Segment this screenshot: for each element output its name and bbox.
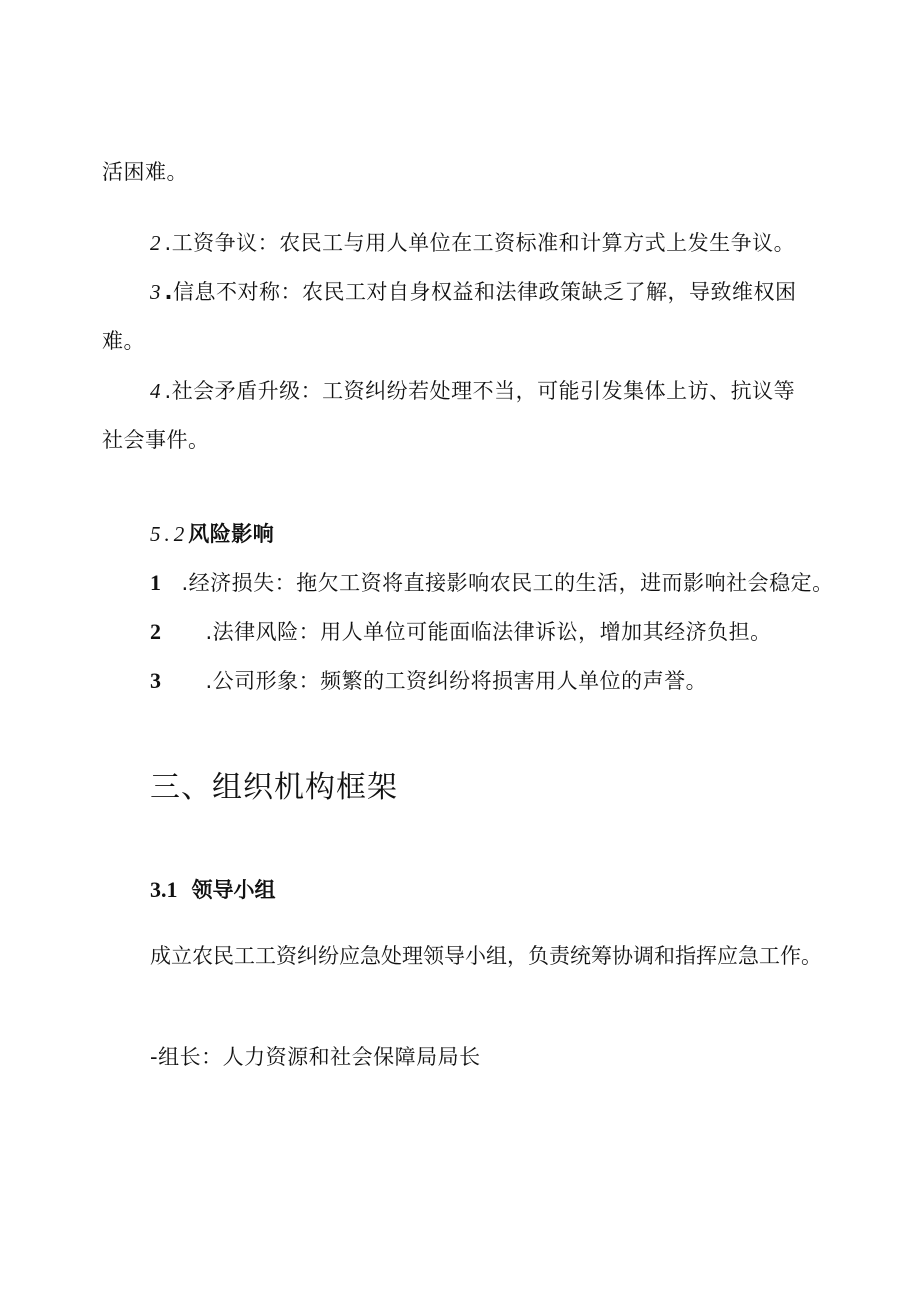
list-text: 信息不对称：农民工对自身权益和法律政策缺乏了解，导致维权困 [172,280,797,304]
list-dot: . [164,379,172,403]
subsection-title: 风险影响 [188,522,275,546]
list-text-continuation: 难。 [102,329,145,353]
list-number: 4 [150,379,165,403]
list-item-information-asymmetry [150,278,796,306]
paragraph-text: 活困难。 [102,160,188,184]
list-number: 3 [150,280,165,304]
risk-number: 1 [150,570,162,595]
risk-text: .公司形象：频繁的工资纠纷将损害用人单位的声誉。 [205,669,708,693]
list-number: 2 [150,231,165,255]
risk-item-legal-risk [150,618,772,646]
risk-text: .法律风险：用人单位可能面临法律诉讼，增加其经济负担。 [205,620,772,644]
subsection-number: 5.2 [150,522,189,546]
list-dot: . [164,280,173,304]
risk-number: 2 [150,619,162,644]
body-paragraph: 成立农民工工资纠纷应急处理领导小组，负责统筹协调和指挥应急工作。 [150,944,822,968]
section-heading: 三、组织机构框架 [150,770,398,805]
list-item-wage-dispute [150,229,795,257]
risk-item-economic-loss [150,569,834,597]
risk-number: 3 [150,668,162,693]
list-text-continuation: 社会事件。 [102,428,210,452]
subheading-title: 领导小组 [191,878,276,902]
list-text: 工资争议：农民工与用人单位在工资标准和计算方式上发生争议。 [171,231,796,255]
list-item-continuation [102,426,210,454]
subheading [150,876,276,904]
subsection-heading [150,520,274,548]
list-dot: . [164,231,172,255]
list-item-social-conflict [150,377,795,405]
risk-text: .经济损失：拖欠工资将直接影响农民工的生活，进而影响社会稳定。 [181,571,834,595]
paragraph-continuation [102,158,188,186]
leader-line: -组长：人力资源和社会保障局局长 [150,1045,481,1069]
risk-item-company-image [150,667,707,695]
subheading-number: 3.1 [150,877,178,902]
list-item-continuation [102,327,145,355]
list-text: 社会矛盾升级：工资纠纷若处理不当，可能引发集体上访、抗议等 [171,379,796,403]
